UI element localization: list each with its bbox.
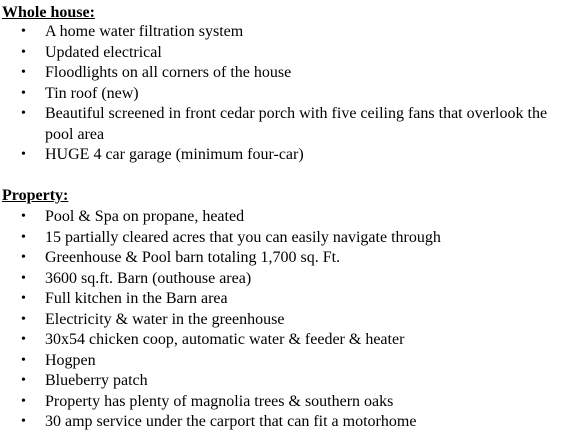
bullet-icon: • [21,85,26,101]
list-item [0,207,576,228]
list-item [0,63,576,84]
bullet-icon: • [21,106,26,121]
bullet-icon: • [21,373,26,388]
list-item-text: A home water filtration system [45,23,244,40]
list-item [0,248,576,269]
section-heading-property: Property: [2,187,69,204]
bullet-icon: • [21,291,26,306]
bullet-icon: • [21,229,26,245]
list-item [0,351,576,372]
bullet-icon: • [21,209,26,224]
bullet-icon: • [21,147,26,162]
list-item [0,228,576,249]
list-item-text: 30 amp service under the carport that can fit a motorhome [45,413,417,430]
list-item-text: Property has plenty of magnolia trees & southern oaks [45,392,394,410]
bullet-icon: • [21,332,26,347]
section-heading-whole-house: Whole house: [2,4,95,21]
list-item [0,289,576,310]
list-item [0,104,576,145]
list-item [0,84,576,105]
list-item-text: 30x54 chicken coop, automatic water & feeder & heater [45,331,405,348]
list-item-text: Greenhouse & Pool barn totaling 1,700 sq. Ft. [45,249,341,266]
list-item [0,371,576,392]
bullet-icon: • [21,250,26,265]
list-item [0,269,576,290]
bullet-icon: • [21,393,26,409]
list-item [0,310,576,331]
bullet-icon: • [21,65,26,80]
bullet-icon: • [21,44,26,60]
bullet-icon: • [21,270,26,286]
list-item-text: Full kitchen in the Barn area [45,290,228,307]
list-item-text: Blueberry patch [45,372,148,389]
list-item [0,412,576,433]
bullet-icon: • [21,352,26,368]
list-item [0,330,576,351]
list-item-text: Electricity & water in the greenhouse [45,310,285,328]
property-list [0,207,576,433]
list-item [0,145,576,166]
bullet-icon: • [21,414,26,429]
whole-house-list [0,22,576,166]
list-item-text: Beautiful screened in front cedar porch with five ceiling fans that overlook the pool area [45,105,548,143]
bullet-icon: • [21,311,26,327]
list-item-text: Tin roof (new) [45,84,139,102]
list-item [0,43,576,64]
list-item-text: 15 partially cleared acres that you can easily navigate through [45,228,441,246]
list-item-text: HUGE 4 car garage (minimum four-car) [45,146,304,163]
list-item-text: 3600 sq.ft. Barn (outhouse area) [45,269,252,287]
list-item [0,392,576,413]
list-item-text: Pool & Spa on propane, heated [45,208,245,225]
list-item-text: Updated electrical [45,43,162,61]
list-item [0,22,576,43]
list-item-text: Floodlights on all corners of the house [45,64,292,81]
bullet-icon: • [21,24,26,39]
list-item-text: Hogpen [45,351,96,369]
